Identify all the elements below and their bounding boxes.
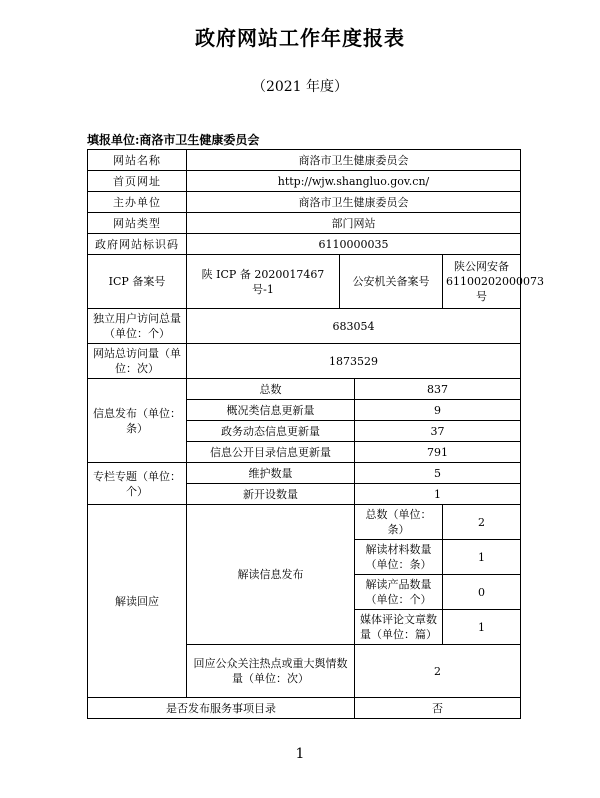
interpret-total-label: 总数（单位：条）	[355, 505, 443, 540]
police-record-label: 公安机关备案号	[340, 255, 443, 309]
site-name-label: 网站名称	[88, 150, 187, 171]
table-row	[88, 255, 521, 309]
table-row	[88, 213, 521, 234]
table-row	[88, 379, 521, 400]
site-type-value: 部门网站	[187, 213, 521, 234]
icp-value: 陕 ICP 备 2020017467 号-1	[187, 255, 340, 309]
hotspot-label: 回应公众关注热点或重大舆情数量（单位：次）	[187, 645, 355, 698]
service-dir-label: 是否发布服务事项目录	[88, 698, 355, 719]
report-year: （2021 年度）	[251, 79, 349, 95]
overview-value: 9	[355, 400, 521, 421]
pv-value: 1873529	[187, 344, 521, 379]
product-label: 解读产品数量（单位：个）	[355, 575, 443, 610]
homepage-url: http://wjw.shangluo.gov.cn/	[187, 171, 521, 192]
new-column-label: 新开设数量	[187, 484, 355, 505]
site-id-label: 政府网站标识码	[88, 234, 187, 255]
table-row	[88, 463, 521, 484]
media-label: 媒体评论文章数量（单位：篇）	[355, 610, 443, 645]
interpret-publish-label: 解读信息发布	[187, 505, 355, 645]
uv-label: 独立用户访问总量（单位：个）	[88, 309, 187, 344]
interpret-label: 解读回应	[88, 505, 187, 698]
media-value: 1	[443, 610, 521, 645]
interpret-total-value: 2	[443, 505, 521, 540]
table-row	[88, 698, 521, 719]
homepage-label: 首页网址	[88, 171, 187, 192]
pv-label: 网站总访问量（单位：次）	[88, 344, 187, 379]
table-row	[88, 505, 521, 540]
info-total-label: 总数	[187, 379, 355, 400]
table-row	[88, 344, 521, 379]
product-value: 0	[443, 575, 521, 610]
catalog-value: 791	[355, 442, 521, 463]
affairs-value: 37	[355, 421, 521, 442]
filling-unit: 填报单位:商洛市卫生健康委员会	[87, 133, 260, 147]
table-row	[88, 192, 521, 213]
info-publish-label: 信息发布（单位：条）	[88, 379, 187, 463]
affairs-label: 政务动态信息更新量	[187, 421, 355, 442]
site-name-value: 商洛市卫生健康委员会	[187, 150, 521, 171]
hotspot-value: 2	[355, 645, 521, 698]
catalog-label: 信息公开目录信息更新量	[187, 442, 355, 463]
site-id-value: 6110000035	[187, 234, 521, 255]
column-label: 专栏专题（单位：个）	[88, 463, 187, 505]
maintain-value: 5	[355, 463, 521, 484]
material-value: 1	[443, 540, 521, 575]
icp-label: ICP 备案号	[88, 255, 187, 309]
table-row	[88, 150, 521, 171]
table-row	[88, 171, 521, 192]
table-row	[88, 234, 521, 255]
site-type-label: 网站类型	[88, 213, 187, 234]
service-dir-value: 否	[355, 698, 521, 719]
page-number: 1	[295, 746, 305, 762]
info-total-value: 837	[355, 379, 521, 400]
sponsor-value: 商洛市卫生健康委员会	[187, 192, 521, 213]
sponsor-label: 主办单位	[88, 192, 187, 213]
police-record-value: 陕公网安备 61100202000073 号	[443, 255, 521, 309]
maintain-label: 维护数量	[187, 463, 355, 484]
uv-value: 683054	[187, 309, 521, 344]
table-row	[88, 309, 521, 344]
overview-label: 概况类信息更新量	[187, 400, 355, 421]
report-title: 政府网站工作年度报表	[195, 26, 405, 50]
report-table	[87, 149, 544, 719]
new-column-value: 1	[355, 484, 521, 505]
material-label: 解读材料数量（单位：条）	[355, 540, 443, 575]
